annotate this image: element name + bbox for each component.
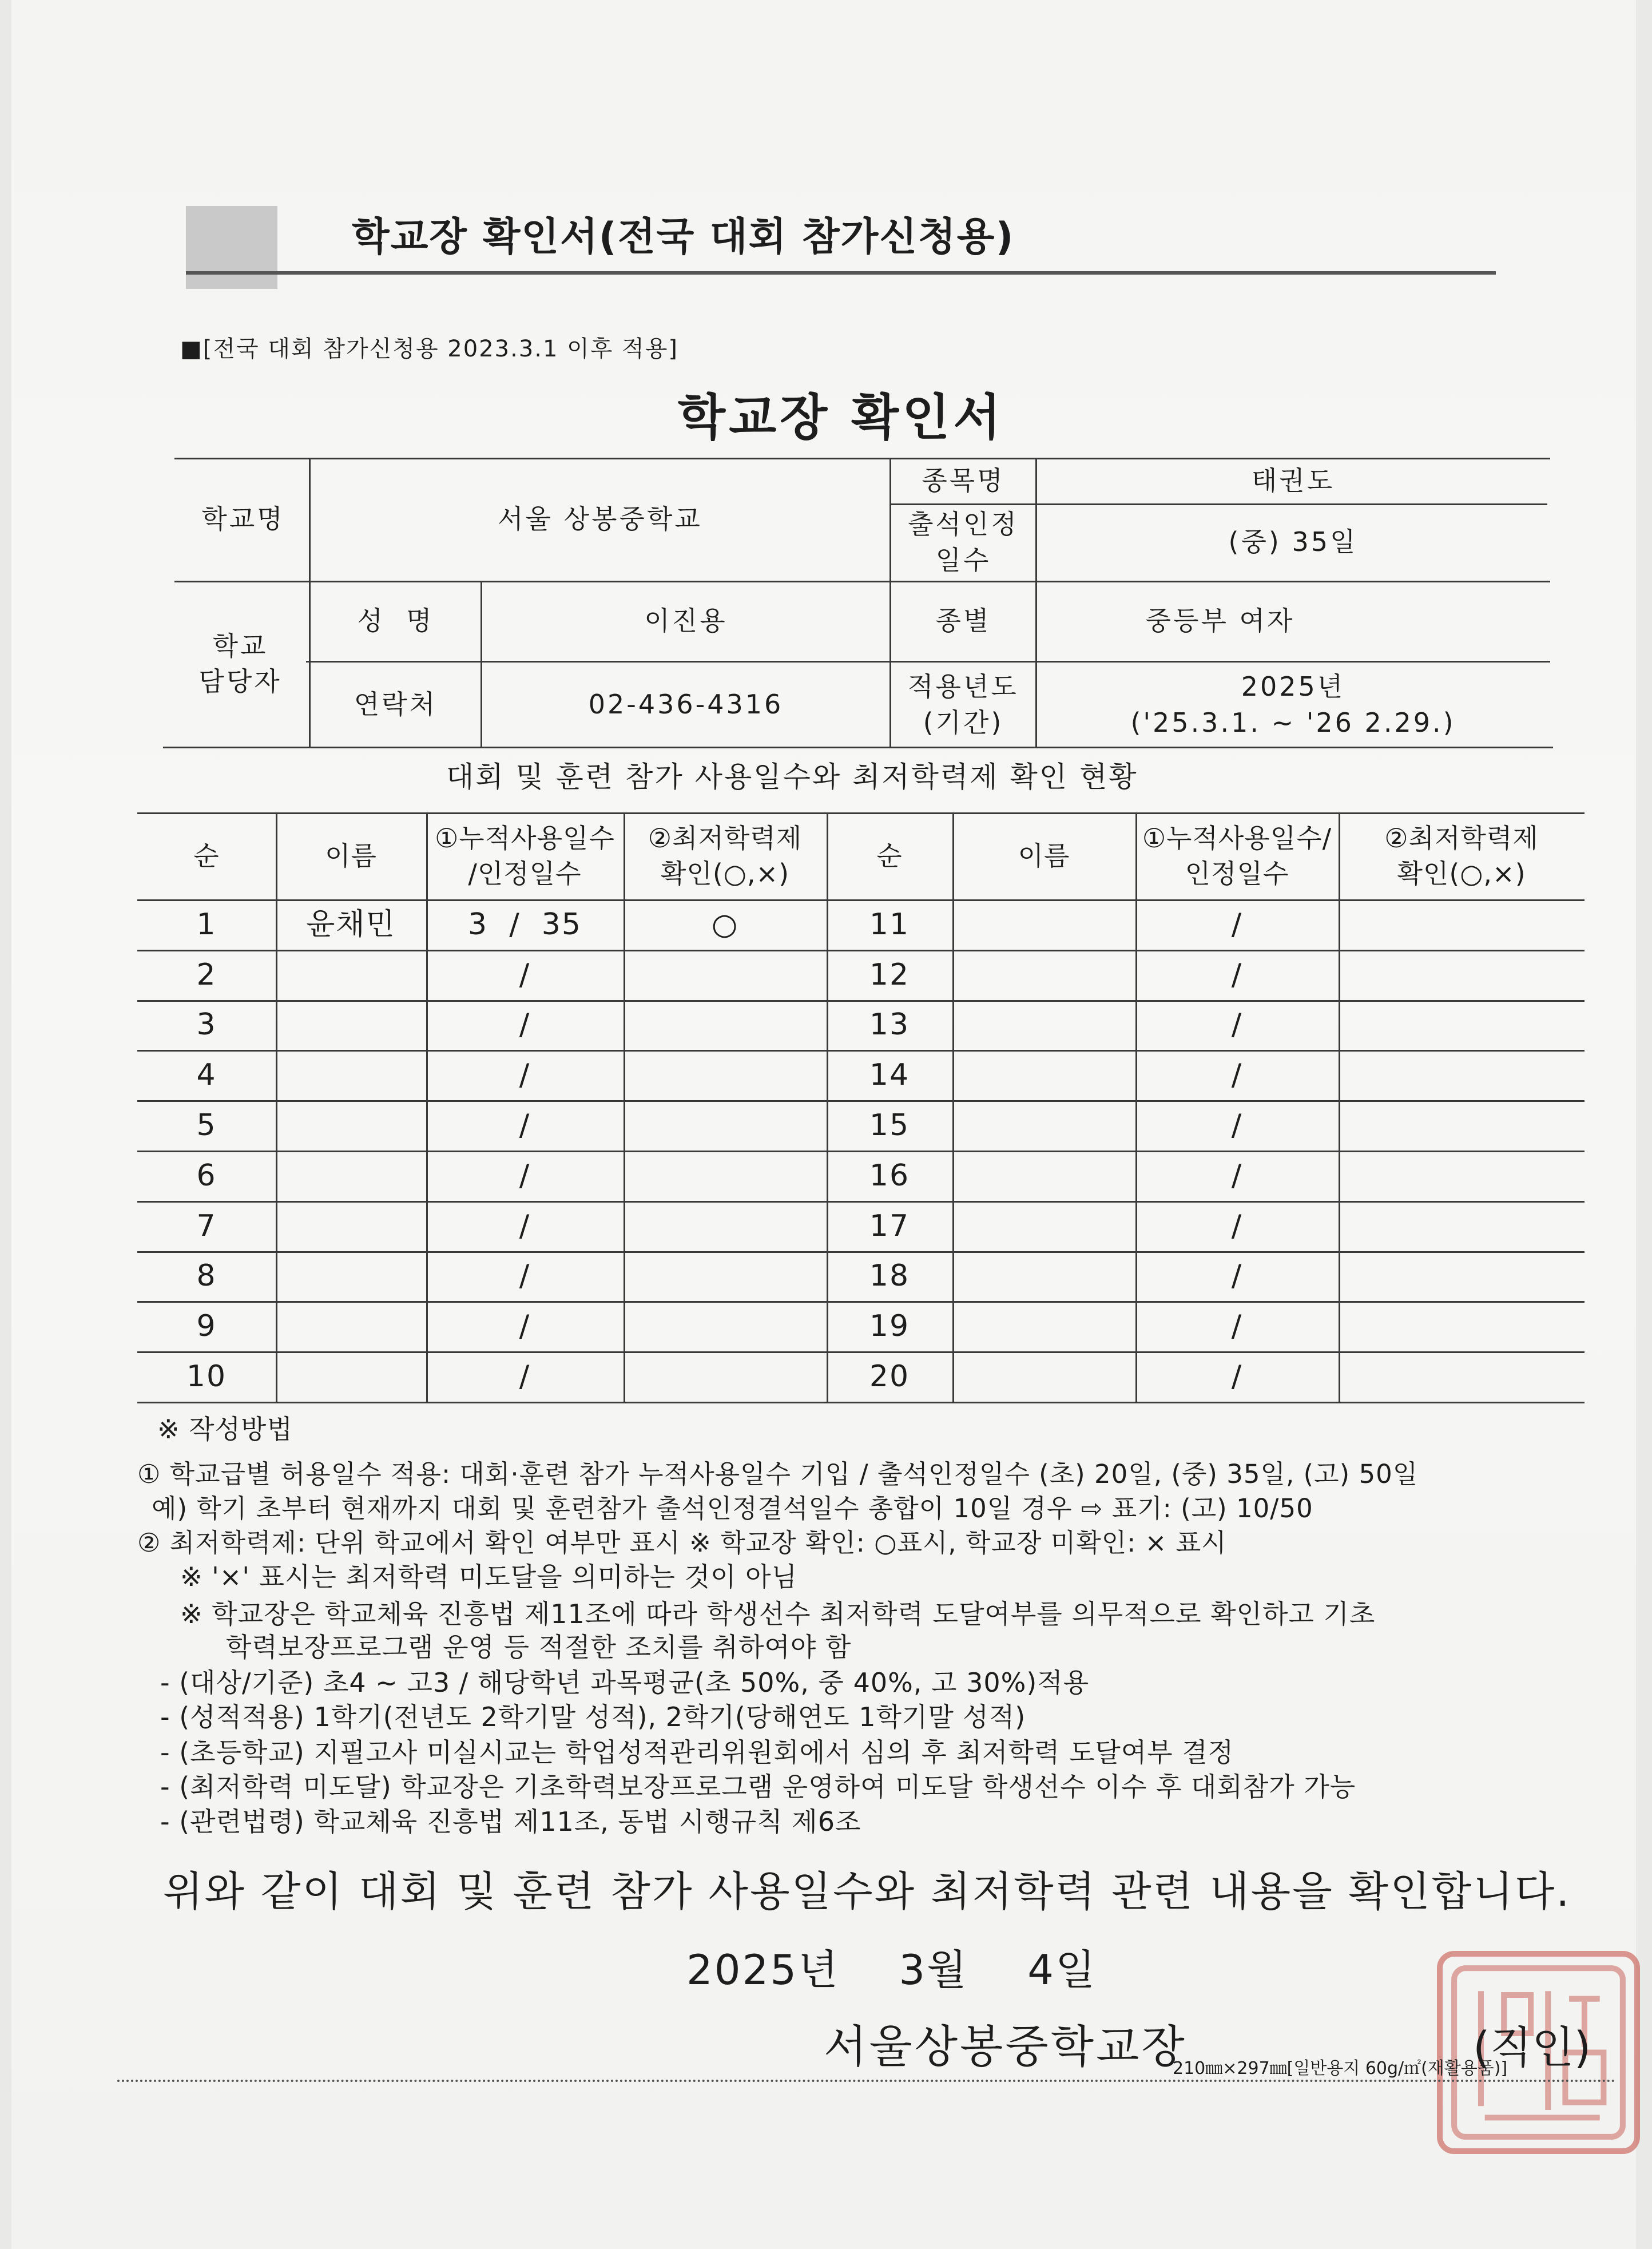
- table-cell-check: [1339, 1100, 1585, 1151]
- contact-value: 02-436-4316: [588, 689, 784, 720]
- instruction-line: 학력보장프로그램 운영 등 적절한 조치를 취하여야 함: [226, 1632, 852, 1663]
- table-cell-no: 11: [869, 907, 910, 942]
- instruction-line: ※ 학교장은 학교체육 진흥법 제11조에 따라 학생선수 최저학력 도달여부를 의무적으로 확인하고 기초: [180, 1599, 1376, 1629]
- seal-label: (직인): [1473, 2022, 1591, 2073]
- table-cell-no: 6: [196, 1158, 217, 1193]
- table-cell-check: [624, 1301, 827, 1351]
- table-cell-check: [1339, 1201, 1585, 1251]
- table-cell-name: [276, 1151, 426, 1201]
- table-header: ②최저학력제 확인(○,×): [1384, 822, 1539, 889]
- issue-date: 2025년 3월 4일: [686, 1946, 1097, 1994]
- table-cell-name: [952, 1050, 1135, 1100]
- table-cell-name: [952, 1151, 1135, 1201]
- instruction-line: - (성적적용) 1학기(전년도 2학기말 성적), 2학기(당해연도 1학기말 성적): [160, 1701, 1026, 1732]
- header-title: 학교장 확인서(전국 대회 참가신청용): [352, 215, 1015, 260]
- table-cell-no: 1: [196, 907, 217, 942]
- table-cell-days: /: [1231, 1259, 1243, 1294]
- year-label: 적용년도 (기간): [908, 671, 1019, 738]
- table-cell-days: /: [519, 1309, 531, 1344]
- table-cell-days: /: [1231, 957, 1243, 992]
- table-cell-check: [1339, 1000, 1585, 1050]
- table-cell-days: /: [1231, 1008, 1243, 1042]
- section-title: 대회 및 훈련 참가 사용일수와 최저학력제 확인 현황: [446, 760, 1138, 794]
- table-header: ①누적사용일수/ 인정일수: [1142, 822, 1332, 889]
- table-cell-check: [1339, 1351, 1585, 1402]
- manager-label: 학교 담당자: [198, 630, 282, 697]
- applicability-note: ■[전국 대회 참가신청용 2023.3.1 이후 적용]: [180, 336, 679, 362]
- instruction-line: ※ '×' 표시는 최저학력 미도달을 의미하는 것이 아님: [180, 1561, 798, 1592]
- table-cell-check: [1339, 1050, 1585, 1100]
- table-cell-check: [1339, 1251, 1585, 1302]
- table-cell-name: [276, 1100, 426, 1151]
- table-cell-check: [1339, 1301, 1585, 1351]
- table-cell-no: 17: [869, 1208, 910, 1243]
- year-value: 2025년 ('25.3.1. ~ '26 2.29.): [1130, 671, 1456, 738]
- table-header: 이름: [1018, 840, 1070, 871]
- instruction-line: - (초등학교) 지필고사 미실시교는 학업성적관리위원회에서 심의 후 최저학력 도달여부 결정: [160, 1737, 1234, 1768]
- table-cell-name: [952, 1301, 1135, 1351]
- header-rule: [186, 271, 1496, 275]
- table-cell-name: [952, 1351, 1135, 1402]
- school-label: 학교명: [201, 503, 285, 535]
- table-cell-days: /: [519, 1208, 531, 1243]
- table-cell-days: /: [1231, 1158, 1243, 1193]
- table-cell-name: [952, 950, 1135, 1000]
- table-cell-check: [624, 1100, 827, 1151]
- table-cell-no: 9: [196, 1309, 217, 1344]
- table-cell-name: [952, 1100, 1135, 1151]
- table-cell-name: [276, 1050, 426, 1100]
- table-cell-check: ○: [711, 907, 739, 942]
- instruction-line: - (대상/기준) 초4 ~ 고3 / 해당학년 과목평균(초 50%, 중 40%, 고 30%)적용: [160, 1667, 1090, 1698]
- category-label: 종별: [935, 605, 991, 636]
- table-header: 순: [193, 840, 220, 871]
- table-cell-days: 3 / 35: [468, 907, 582, 942]
- table-cell-name: [952, 1000, 1135, 1050]
- table-cell-no: 12: [869, 957, 910, 992]
- table-header: 순: [876, 840, 903, 871]
- table-cell-days: /: [1231, 1108, 1243, 1143]
- table-cell-no: 18: [869, 1259, 910, 1294]
- table-cell-name: [276, 1201, 426, 1251]
- name-label: 성 명: [357, 605, 434, 636]
- confirmation-statement: 위와 같이 대회 및 훈련 참가 사용일수와 최저학력 관련 내용을 확인합니다.: [163, 1867, 1571, 1915]
- attendance-value: (중) 35일: [1228, 526, 1358, 558]
- table-header: ①누적사용일수 /인정일수: [435, 822, 615, 889]
- sport-label: 종목명: [922, 465, 1005, 496]
- instruction-line: ※ 작성방법: [157, 1414, 293, 1445]
- table-cell-no: 16: [869, 1158, 910, 1193]
- status-table: [137, 812, 1585, 1402]
- table-header: 이름: [325, 840, 377, 871]
- table-cell-days: /: [1231, 907, 1243, 942]
- principal-title: 서울상봉중학교장: [824, 2021, 1187, 2073]
- category-value: 중등부 여자: [1145, 605, 1295, 636]
- table-cell-no: 3: [196, 1008, 217, 1042]
- attendance-label: 출석인정 일수: [908, 509, 1019, 576]
- table-cell-no: 15: [869, 1108, 910, 1143]
- table-cell-check: [624, 1050, 827, 1100]
- instruction-line: - (최저학력 미도달) 학교장은 기초학력보장프로그램 운영하여 미도달 학생선수 이수 후 대회참가 가능: [160, 1771, 1356, 1802]
- instruction-line: ② 최저학력제: 단위 학교에서 확인 여부만 표시 ※ 학교장 확인: ○표시, 학교장 미확인: × 표시: [137, 1528, 1227, 1558]
- rule: [163, 747, 1553, 748]
- table-cell-name: [276, 950, 426, 1000]
- table-cell-no: 10: [186, 1359, 227, 1394]
- table-cell-no: 7: [196, 1208, 217, 1243]
- table-header: ②최저학력제 확인(○,×): [648, 822, 803, 889]
- table-cell-check: [1339, 1151, 1585, 1201]
- instruction-line: ① 학교급별 허용일수 적용: 대회·훈련 참가 누적사용일수 기입 / 출석인정일수 (초) 20일, (중) 35일, (고) 50일: [137, 1459, 1419, 1489]
- table-cell-check: [624, 1251, 827, 1302]
- table-cell-no: 5: [196, 1108, 217, 1143]
- table-cell-days: /: [519, 1008, 531, 1042]
- table-cell-name: [952, 1201, 1135, 1251]
- table-cell-check: [1339, 899, 1585, 950]
- school-value: 서울 상봉중학교: [498, 503, 702, 535]
- table-cell-days: /: [519, 1058, 531, 1093]
- table-cell-no: 4: [196, 1058, 217, 1093]
- name-value: 이진용: [644, 605, 728, 636]
- table-cell-no: 20: [869, 1359, 910, 1394]
- table-cell-days: /: [1231, 1309, 1243, 1344]
- table-cell-check: [624, 1351, 827, 1402]
- table-cell-name: [276, 1000, 426, 1050]
- table-cell-check: [624, 1000, 827, 1050]
- table-cell-name: [276, 1251, 426, 1302]
- table-cell-no: 2: [196, 957, 217, 992]
- table-cell-no: 13: [869, 1008, 910, 1042]
- instruction-line: 예) 학기 초부터 현재까지 대회 및 훈련참가 출석인정결석일수 총합이 10일 경우 ⇨ 표기: (고) 10/50: [152, 1493, 1313, 1524]
- table-cell-days: /: [519, 1158, 531, 1193]
- table-cell-days: /: [519, 1359, 531, 1394]
- contact-label: 연락처: [354, 689, 438, 720]
- footer-divider: [117, 2080, 1616, 2082]
- table-cell-name: [952, 899, 1135, 950]
- table-cell-no: 14: [869, 1058, 910, 1093]
- table-cell-days: /: [519, 957, 531, 992]
- table-cell-no: 8: [196, 1259, 217, 1294]
- table-cell-no: 19: [869, 1309, 910, 1344]
- table-cell-check: [624, 1151, 827, 1201]
- table-cell-days: /: [519, 1259, 531, 1294]
- header-gray-box: [186, 206, 277, 289]
- document-page: [11, 0, 1636, 2249]
- table-cell-days: /: [1231, 1359, 1243, 1394]
- table-cell-name: [952, 1251, 1135, 1302]
- table-cell-days: /: [519, 1108, 531, 1143]
- table-cell-check: [624, 950, 827, 1000]
- table-cell-check: [624, 1201, 827, 1251]
- table-rule: [137, 1402, 1585, 1403]
- document-title: 학교장 확인서: [678, 389, 1004, 446]
- table-cell-name: [276, 1301, 426, 1351]
- table-cell-name: 윤채민: [306, 907, 396, 942]
- sport-value: 태권도: [1251, 465, 1335, 496]
- table-cell-check: [1339, 950, 1585, 1000]
- table-cell-days: /: [1231, 1058, 1243, 1093]
- paper-spec: 210㎜×297㎜[일반용지 60g/㎡(재활용품)]: [1173, 2058, 1508, 2079]
- table-cell-days: /: [1231, 1208, 1243, 1243]
- instruction-line: - (관련법령) 학교체육 진흥법 제11조, 동법 시행규칙 제6조: [160, 1806, 861, 1837]
- table-cell-name: [276, 1351, 426, 1402]
